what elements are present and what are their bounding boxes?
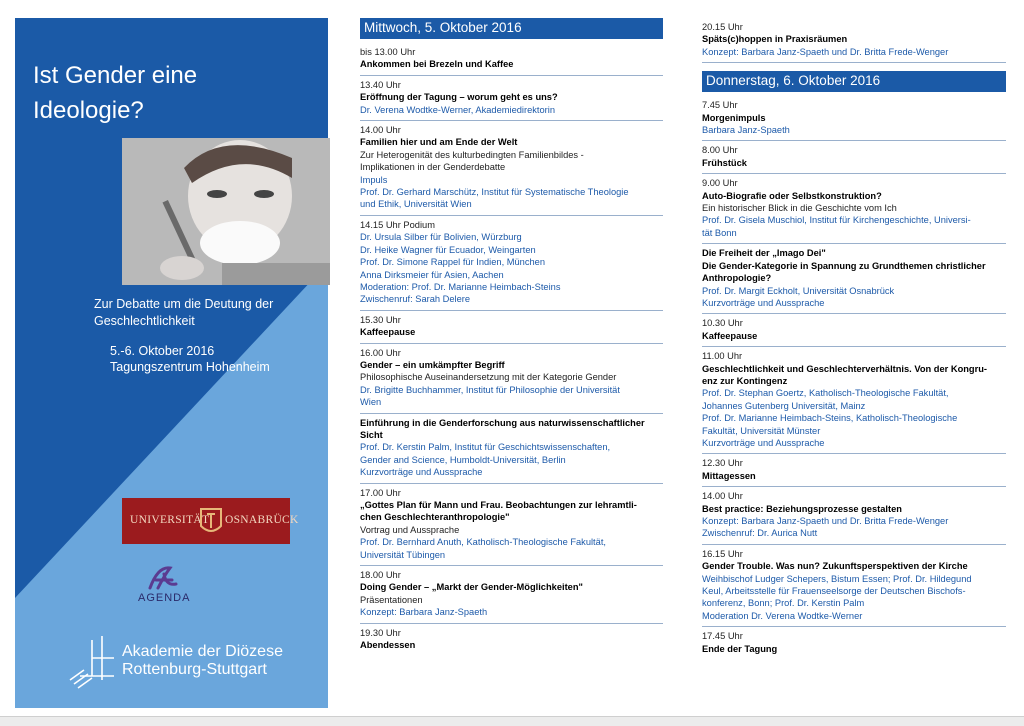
program-item [702,244,1006,314]
program-item [360,76,663,121]
item-speaker: und Ethik, Universität Wien [360,199,472,210]
item-time: 12.30 Uhr [702,458,743,469]
item-time: 19.30 Uhr [360,627,401,638]
item-speaker: Zwischenruf: Sarah Delere [360,294,471,305]
university-seal-icon [198,506,224,538]
item-time: 16.15 Uhr [702,548,743,559]
item-speaker: konferenz, Bonn; Prof. Dr. Kerstin Palm [702,598,865,609]
item-speaker: Johannes Gutenberg Universität, Mainz [702,400,866,411]
item-time: 14.00 Uhr [702,491,743,502]
program-item [360,624,663,656]
program-item [702,141,1006,174]
program-item [702,347,1006,454]
item-speaker: Prof. Dr. Kerstin Palm, Institut für Geschichtswissenschaften, [360,442,611,453]
day1-header: Mittwoch, 5. Oktober 2016 [360,18,663,39]
item-time: 14.00 Uhr [360,125,401,136]
item-speaker: Barbara Janz-Spaeth [702,125,790,136]
akademie-line2: Rottenburg-Stuttgart [122,661,267,678]
program-item [360,121,663,216]
cover-subtitle [94,296,330,330]
item-speaker: Anna Dirksmeier für Asien, Aachen [360,269,504,280]
item-title: Sicht [360,429,383,440]
day2-column [702,18,1006,659]
item-speaker: Prof. Dr. Gisela Muschiol, Institut für Kirchengeschichte, Universi- [702,215,971,226]
item-speaker: Prof. Dr. Stephan Goertz, Katholisch-Theologische Fakultät, [702,388,949,399]
program-item [360,311,663,344]
item-title: Die Gender-Kategorie in Spannung zu Grundthemen christlicher [702,260,986,271]
item-format: Kurzvorträge und Aussprache [702,297,825,308]
item-title: Kaffeepause [702,330,758,341]
program-item [702,96,1006,141]
program-item [702,487,1006,545]
program-item [360,484,663,566]
item-title: Späts(c)hoppen in Praxisräumen [702,34,848,45]
item-title: Gender – ein umkämpfter Begriff [360,359,505,370]
logo-text-left: UNIVERSITÄT [130,514,210,526]
university-osnabrueck-logo [122,498,299,544]
item-speaker: Prof. Dr. Gerhard Marschütz, Institut für Systematische Theologie [360,187,629,198]
item-speaker: Prof. Dr. Simone Rappel für Indien, München [360,257,546,268]
item-time: 8.00 Uhr [702,145,738,156]
item-speaker: Konzept: Barbara Janz-Spaeth und Dr. Britta Frede-Wenger [702,516,949,526]
item-time: 18.00 Uhr [360,570,401,581]
program-item [702,174,1006,244]
item-title: Doing Gender – „Markt der Gender-Möglichkeiten" [360,582,583,593]
item-title: Einführung in die Genderforschung aus naturwissenschaftlicher [360,417,645,428]
item-title: Ankommen bei Brezeln und Kaffee [360,59,514,70]
item-moderation: Moderation: Prof. Dr. Marianne Heimbach-Steins [360,281,561,292]
event-venue: Tagungszentrum Hohenheim [110,360,270,374]
item-title: Morgenimpuls [702,112,766,123]
program-item [702,18,1006,63]
item-speaker: Prof. Dr. Margit Eckholt, Universität Osnabrück [702,285,895,296]
item-title: Kaffeepause [360,327,416,338]
item-speaker: Dr. Heike Wagner für Ecuador, Weingarten [360,244,536,255]
item-title: Anthropologie? [702,273,772,284]
day1-column [360,18,663,655]
item-speaker: Weihbischof Ludger Schepers, Bistum Essen; Prof. Dr. Hildegund [702,573,972,584]
item-speaker: Wien [360,397,382,408]
item-title: „Gottes Plan für Mann und Frau. Beobachtungen zur lehramtli- [360,500,637,510]
program-item [360,216,663,311]
cover-subtitle-line1: Zur Debatte um die Deutung der [94,297,274,311]
item-title: enz zur Kontingenz [702,375,788,386]
item-subtitle: Präsentationen [360,594,423,605]
item-speaker: Zwischenruf: Dr. Aurica Nutt [702,528,818,539]
item-speaker: Konzept: Barbara Janz-Spaeth und Dr. Britta Frede-Wenger [702,46,949,57]
item-time: 17.45 Uhr [702,631,743,642]
cover-subtitle-line2: Geschlechtlichkeit [94,314,195,328]
item-title: Familien hier und am Ende der Welt [360,137,518,148]
day2-header: Donnerstag, 6. Oktober 2016 [702,71,1006,92]
item-time: 14.15 Uhr Podium [360,219,435,230]
item-subtitle: Implikationen in der Genderdebatte [360,162,506,173]
program-item [360,344,663,414]
item-speaker: Dr. Brigitte Buchhammer, Institut für Philosophie der Universität [360,384,620,395]
akademie-line1: Akademie der Diözese [122,643,283,660]
item-time: 9.00 Uhr [702,178,738,189]
item-time: 15.30 Uhr [360,314,401,325]
cover-photo [122,138,330,285]
program-item [702,545,1006,627]
item-format: Impuls [360,174,388,185]
item-format: Kurzvorträge und Aussprache [360,467,483,478]
program-item [360,414,663,484]
item-speaker: Prof. Dr. Marianne Heimbach-Steins, Katholisch-Theologische [702,413,958,424]
event-date: 5.-6. Oktober 2016 [110,344,215,358]
item-title: Ende der Tagung [702,643,778,654]
item-time: 7.45 Uhr [702,100,738,111]
item-speaker: Prof. Dr. Bernhard Anuth, Katholisch-Theologische Fakultät, [360,537,606,548]
item-title: Geschlechtlichkeit und Geschlechterverhältnis. Von der Kongru- [702,363,987,374]
item-time: 13.40 Uhr [360,79,401,90]
program-item [702,627,1006,659]
item-subtitle: Ein historischer Blick in die Geschichte vom Ich [702,203,897,214]
item-title: chen Geschlechteranthropologie" [360,512,510,523]
item-speaker: Gender and Science, Humboldt-Universität, Berlin [360,454,566,465]
item-title: Best practice: Beziehungsprozesse gestalten [702,503,902,514]
item-speaker: Universität Tübingen [360,549,446,560]
item-subtitle: Philosophische Auseinandersetzung mit der Kategorie Gender [360,372,617,383]
item-title: Auto-Biografie oder Selbstkonstruktion? [702,190,882,201]
item-title: Eröffnung der Tagung – worum geht es uns? [360,92,558,103]
item-title: Die Freiheit der „Imago Dei" [702,248,826,259]
cover-title [33,58,293,128]
item-time: 17.00 Uhr [360,487,401,498]
agenda-logo-text: AGENDA [138,592,191,604]
item-time: 20.15 Uhr [702,22,743,32]
item-time: 10.30 Uhr [702,318,743,329]
program-item [702,454,1006,487]
item-speaker: Dr. Ursula Silber für Bolivien, Würzburg [360,232,522,243]
program-item [360,43,663,76]
item-subtitle: Zur Heterogenität des kulturbedingten Familienbildes - [360,149,584,160]
item-subtitle: Vortrag und Aussprache [360,524,460,535]
item-speaker: Dr. Verena Wodtke-Werner, Akademiedirektorin [360,104,555,115]
cover-title-line2: Ideologie? [33,97,144,124]
item-time: bis 13.00 Uhr [360,47,416,57]
item-speaker: tät Bonn [702,227,737,238]
item-format: Kurzvorträge und Aussprache [702,437,825,448]
item-speaker: Keul, Arbeitsstelle für Frauenseelsorge der Deutschen Bischofs- [702,586,966,597]
item-title: Abendessen [360,640,416,651]
logo-text-right: OSNABRÜCK [225,514,299,526]
item-time: 16.00 Uhr [360,347,401,358]
item-speaker: Fakultät, Universität Münster [702,425,821,436]
program-item [360,566,663,624]
item-title: Frühstück [702,157,747,168]
item-title: Mittagessen [702,470,756,481]
program-item [702,314,1006,347]
item-speaker: Konzept: Barbara Janz-Spaeth [360,607,488,618]
cover-title-line1: Ist Gender eine [33,62,198,89]
item-title: Gender Trouble. Was nun? Zukunftsperspektiven der Kirche [702,561,968,572]
item-time: 11.00 Uhr [702,351,743,362]
item-moderation: Moderation Dr. Verena Wodtke-Werner [702,610,863,621]
akademie-logo-text [122,643,283,679]
cover-dates [110,343,330,375]
